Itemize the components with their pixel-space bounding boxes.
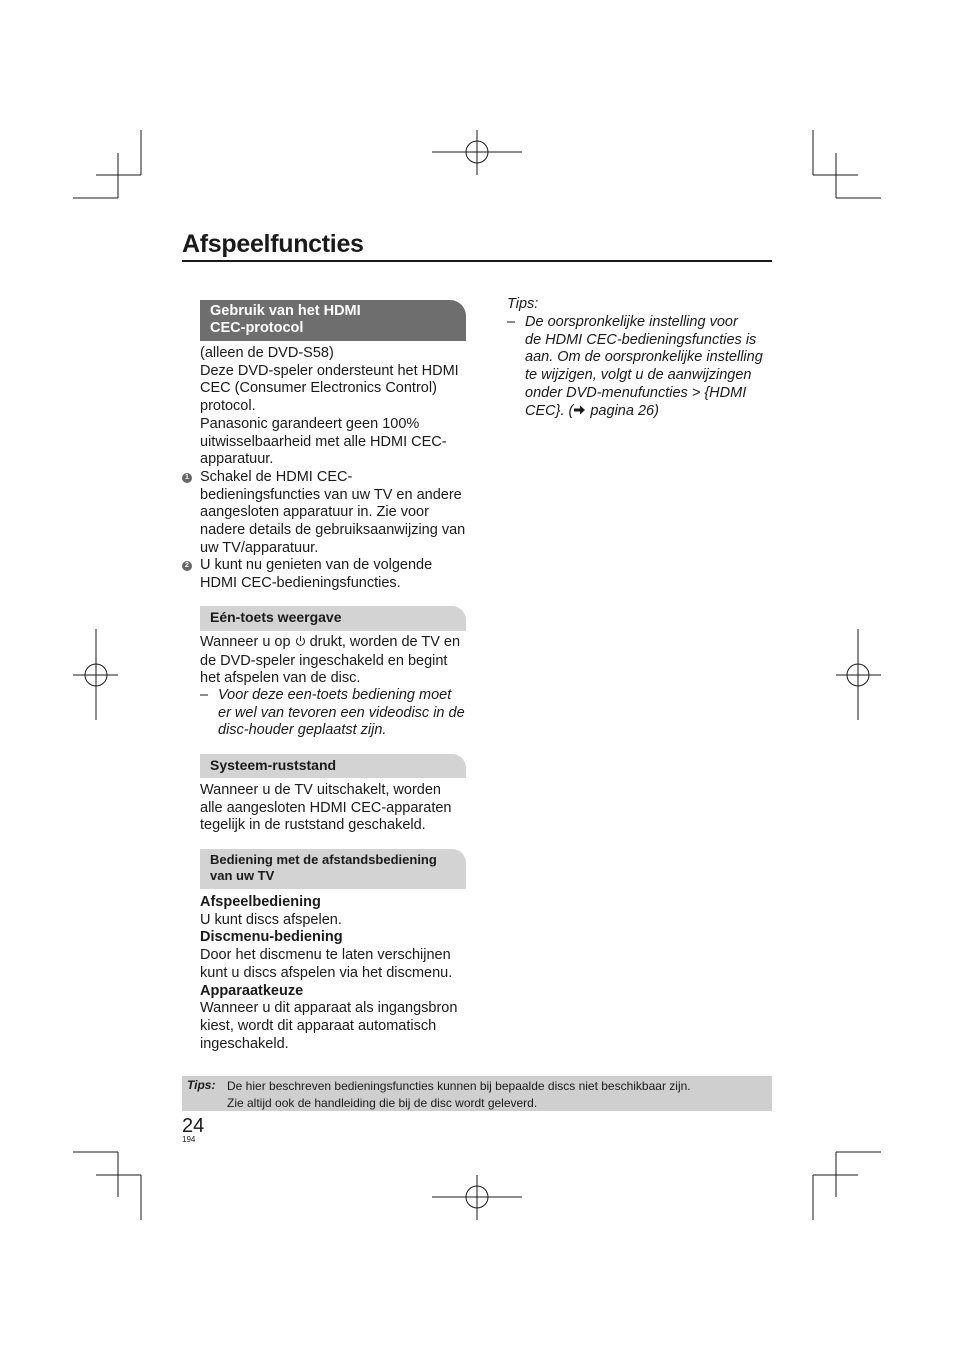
text-line: Door het discmenu te laten verschijnen [200,947,451,964]
text-line: Wanneer u de TV uitschakelt, worden [200,782,441,798]
text-line: uw TV/apparatuur. [200,539,319,556]
text-line: de HDMI CEC-bedieningsfuncties is [525,331,757,348]
subheading: Discmenu-bediening [200,929,343,946]
heading-line: Gebruik van het HDMI [210,303,361,319]
arrow-right-icon [573,404,586,422]
text-line [525,403,775,422]
text-line: (alleen de DVD-S58) [200,345,334,361]
text-line: kiest, wordt dit apparaat automatisch [200,1017,437,1034]
text-line: onder DVD-menufuncties > {HDMI [525,384,747,401]
text-line: nadere details de gebruiksaanwijzing van [200,522,466,539]
right-tips-label: Tips: [507,296,539,312]
text-line: uitwisselbaarheid met alle HDMI CEC- [200,433,447,450]
text-line: aangesloten apparatuur in. Zie voor [200,504,429,521]
text-line: protocol. [200,398,256,415]
text-line: tegelijk in de ruststand geschakeld. [200,817,426,834]
text-line: te wijzigen, volgt u de aanwijzingen [525,367,752,384]
subheading: Afspeelbediening [200,894,321,910]
title-divider [182,260,772,262]
remote-paragraph [200,894,470,1053]
text-line: het afspelen van de disc. [200,670,361,687]
text-line: CEC (Consumer Electronics Control) [200,380,437,397]
tips-dash: – [507,314,516,330]
text-line: de DVD-speler ingeschakeld en begint [200,652,448,669]
heading-line: Bediening met de afstandsbediening [210,852,437,867]
standby-paragraph [200,782,470,835]
text-line: kunt u discs afspelen via het discmenu. [200,964,453,981]
heading-line: CEC-protocol [210,320,304,336]
one-touch-paragraph [200,634,470,688]
text-line: Panasonic garandeert geen 100% [200,415,420,432]
step-2-marker: 2 [182,561,192,571]
power-icon [295,635,306,653]
text-line: Voor deze een-toets bediening moet [218,687,452,703]
step-2-text [200,557,470,592]
text-line: ingeschakeld. [200,1035,289,1052]
text-line: alle aangesloten HDMI CEC-apparaten [200,799,452,816]
subheading: Apparaatkeuze [200,982,304,999]
sub-page-number: 194 [182,1135,196,1144]
section-heading-standby: Systeem-ruststand [200,754,466,778]
text-line: Wanneer u dit apparaat als ingangsbron [200,1000,458,1017]
step-1-text [200,469,470,558]
step-1-marker: 1 [182,473,192,483]
one-touch-note [218,687,478,740]
text-line: De oorspronkelijke instelling voor [525,314,738,330]
bottom-tips-label: Tips: [187,1078,216,1092]
heading-line: van uw TV [210,868,275,883]
text-fragment: CEC}. ( [525,402,574,419]
text-line: Schakel de HDMI CEC- [200,469,353,485]
text-line: Zie altijd ook de handleiding die bij de disc wordt geleverd. [227,1095,538,1110]
text-line: er wel van tevoren een videodisc in de [218,704,465,721]
note-dash: – [200,687,209,703]
text-line: aan. Om de oorspronkelijke instelling [525,349,763,366]
section-heading-one-touch: Eén-toets weergave [200,606,466,631]
text-line: HDMI CEC-bedieningsfuncties. [200,574,401,591]
section-heading-hdmi-cec [200,300,466,341]
right-tips-text [525,314,775,421]
text-line: bedieningsfuncties van uw TV en andere [200,486,462,503]
text-fragment: Wanneer u op [200,634,295,650]
text-fragment: drukt, worden de TV en [305,634,461,650]
text-line: U kunt nu genieten van de volgende [200,557,433,573]
text-line [200,634,470,653]
text-line: disc-houder geplaatst zijn. [218,722,387,739]
page-title: Afspeelfuncties [182,230,364,258]
text-line: Deze DVD-speler ondersteunt het HDMI [200,362,459,379]
text-line: U kunt discs afspelen. [200,911,342,928]
page-number: 24 [182,1115,205,1137]
text-line: De hier beschreven bedieningsfuncties kunnen bij bepaalde discs niet beschikbaar zijn. [227,1079,691,1093]
text-fragment: pagina 26) [586,402,659,419]
hdmi-intro-paragraph [200,345,470,469]
text-line: apparatuur. [200,451,274,468]
section-heading-remote [200,849,466,889]
bottom-tips-text [227,1078,767,1111]
